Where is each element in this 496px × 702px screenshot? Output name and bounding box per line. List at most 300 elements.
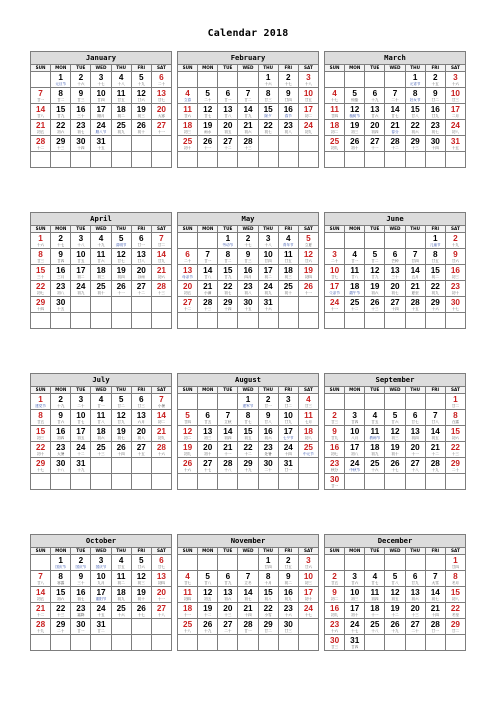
day-cell[interactable] [298, 442, 318, 458]
day-cell[interactable] [131, 587, 151, 603]
day-cell[interactable] [218, 136, 238, 152]
day-cell[interactable] [445, 555, 465, 571]
day-cell[interactable] [218, 265, 238, 281]
day-cell[interactable] [405, 297, 425, 313]
day-cell[interactable] [405, 281, 425, 297]
day-cell[interactable] [198, 136, 218, 152]
day-cell[interactable] [151, 120, 171, 136]
day-cell[interactable] [445, 265, 465, 281]
day-cell[interactable] [238, 249, 258, 265]
day-cell[interactable] [71, 120, 91, 136]
day-cell[interactable] [218, 120, 238, 136]
day-cell[interactable] [298, 555, 318, 571]
day-cell[interactable] [198, 265, 218, 281]
day-cell[interactable] [198, 104, 218, 120]
day-cell[interactable] [445, 233, 465, 249]
day-cell[interactable] [198, 426, 218, 442]
day-cell[interactable] [51, 88, 71, 104]
day-cell[interactable] [218, 281, 238, 297]
day-cell[interactable] [298, 120, 318, 136]
day-cell[interactable] [445, 72, 465, 88]
day-cell[interactable] [425, 442, 445, 458]
day-cell[interactable] [178, 265, 198, 281]
day-cell[interactable] [131, 88, 151, 104]
day-cell[interactable] [31, 233, 51, 249]
day-cell[interactable] [365, 442, 385, 458]
day-cell[interactable] [385, 410, 405, 426]
day-cell[interactable] [91, 426, 111, 442]
day-cell[interactable] [405, 72, 425, 88]
day-cell[interactable] [198, 442, 218, 458]
day-cell[interactable] [385, 426, 405, 442]
day-cell[interactable] [91, 120, 111, 136]
day-cell[interactable] [258, 297, 278, 313]
day-cell[interactable] [385, 136, 405, 152]
day-cell[interactable] [445, 442, 465, 458]
day-cell[interactable] [131, 233, 151, 249]
day-cell[interactable] [258, 587, 278, 603]
day-cell[interactable] [51, 72, 71, 88]
day-cell[interactable] [178, 442, 198, 458]
day-cell[interactable] [325, 635, 345, 651]
day-cell[interactable] [131, 410, 151, 426]
day-cell[interactable] [151, 442, 171, 458]
day-cell[interactable] [278, 442, 298, 458]
day-cell[interactable] [51, 281, 71, 297]
day-cell[interactable] [385, 104, 405, 120]
day-cell[interactable] [31, 104, 51, 120]
day-cell[interactable] [151, 88, 171, 104]
day-cell[interactable] [405, 410, 425, 426]
day-cell[interactable] [238, 426, 258, 442]
day-cell[interactable] [111, 587, 131, 603]
day-cell[interactable] [178, 104, 198, 120]
day-cell[interactable] [258, 442, 278, 458]
day-cell[interactable] [425, 88, 445, 104]
day-cell[interactable] [111, 394, 131, 410]
day-cell[interactable] [278, 410, 298, 426]
day-cell[interactable] [31, 249, 51, 265]
day-cell[interactable] [445, 120, 465, 136]
day-cell[interactable] [151, 571, 171, 587]
day-cell[interactable] [405, 571, 425, 587]
day-cell[interactable] [51, 587, 71, 603]
day-cell[interactable] [405, 249, 425, 265]
day-cell[interactable] [71, 603, 91, 619]
day-cell[interactable] [31, 458, 51, 474]
day-cell[interactable] [218, 619, 238, 635]
day-cell[interactable] [445, 426, 465, 442]
day-cell[interactable] [298, 603, 318, 619]
day-cell[interactable] [345, 458, 365, 474]
day-cell[interactable] [71, 136, 91, 152]
day-cell[interactable] [385, 619, 405, 635]
day-cell[interactable] [111, 120, 131, 136]
day-cell[interactable] [345, 104, 365, 120]
day-cell[interactable] [218, 297, 238, 313]
day-cell[interactable] [198, 249, 218, 265]
day-cell[interactable] [325, 474, 345, 490]
day-cell[interactable] [238, 571, 258, 587]
day-cell[interactable] [258, 571, 278, 587]
day-cell[interactable] [31, 394, 51, 410]
day-cell[interactable] [111, 555, 131, 571]
day-cell[interactable] [238, 587, 258, 603]
day-cell[interactable] [51, 410, 71, 426]
day-cell[interactable] [178, 603, 198, 619]
day-cell[interactable] [111, 72, 131, 88]
day-cell[interactable] [238, 265, 258, 281]
day-cell[interactable] [31, 410, 51, 426]
day-cell[interactable] [91, 571, 111, 587]
day-cell[interactable] [278, 120, 298, 136]
day-cell[interactable] [325, 297, 345, 313]
day-cell[interactable] [445, 136, 465, 152]
day-cell[interactable] [325, 442, 345, 458]
day-cell[interactable] [325, 88, 345, 104]
day-cell[interactable] [131, 571, 151, 587]
day-cell[interactable] [31, 88, 51, 104]
day-cell[interactable] [425, 249, 445, 265]
day-cell[interactable] [51, 297, 71, 313]
day-cell[interactable] [365, 458, 385, 474]
day-cell[interactable] [91, 587, 111, 603]
day-cell[interactable] [111, 426, 131, 442]
day-cell[interactable] [365, 587, 385, 603]
day-cell[interactable] [405, 88, 425, 104]
day-cell[interactable] [71, 587, 91, 603]
day-cell[interactable] [151, 249, 171, 265]
day-cell[interactable] [405, 104, 425, 120]
day-cell[interactable] [365, 603, 385, 619]
day-cell[interactable] [111, 249, 131, 265]
day-cell[interactable] [91, 104, 111, 120]
day-cell[interactable] [385, 265, 405, 281]
day-cell[interactable] [445, 410, 465, 426]
day-cell[interactable] [298, 233, 318, 249]
day-cell[interactable] [71, 249, 91, 265]
day-cell[interactable] [218, 233, 238, 249]
day-cell[interactable] [405, 426, 425, 442]
day-cell[interactable] [31, 603, 51, 619]
day-cell[interactable] [178, 136, 198, 152]
day-cell[interactable] [365, 249, 385, 265]
day-cell[interactable] [405, 265, 425, 281]
day-cell[interactable] [298, 104, 318, 120]
day-cell[interactable] [278, 249, 298, 265]
day-cell[interactable] [425, 603, 445, 619]
day-cell[interactable] [298, 72, 318, 88]
day-cell[interactable] [218, 571, 238, 587]
day-cell[interactable] [91, 72, 111, 88]
day-cell[interactable] [218, 410, 238, 426]
day-cell[interactable] [278, 394, 298, 410]
day-cell[interactable] [178, 88, 198, 104]
day-cell[interactable] [278, 426, 298, 442]
day-cell[interactable] [71, 72, 91, 88]
day-cell[interactable] [345, 426, 365, 442]
day-cell[interactable] [91, 410, 111, 426]
day-cell[interactable] [151, 587, 171, 603]
day-cell[interactable] [71, 410, 91, 426]
day-cell[interactable] [31, 426, 51, 442]
day-cell[interactable] [425, 233, 445, 249]
day-cell[interactable] [71, 426, 91, 442]
day-cell[interactable] [51, 394, 71, 410]
day-cell[interactable] [385, 571, 405, 587]
day-cell[interactable] [445, 297, 465, 313]
day-cell[interactable] [425, 410, 445, 426]
day-cell[interactable] [258, 426, 278, 442]
day-cell[interactable] [278, 104, 298, 120]
day-cell[interactable] [71, 555, 91, 571]
day-cell[interactable] [151, 410, 171, 426]
day-cell[interactable] [365, 120, 385, 136]
day-cell[interactable] [178, 571, 198, 587]
day-cell[interactable] [131, 120, 151, 136]
day-cell[interactable] [238, 120, 258, 136]
day-cell[interactable] [71, 265, 91, 281]
day-cell[interactable] [258, 104, 278, 120]
day-cell[interactable] [178, 458, 198, 474]
day-cell[interactable] [51, 603, 71, 619]
day-cell[interactable] [325, 426, 345, 442]
day-cell[interactable] [198, 458, 218, 474]
day-cell[interactable] [218, 603, 238, 619]
day-cell[interactable] [151, 281, 171, 297]
day-cell[interactable] [425, 104, 445, 120]
day-cell[interactable] [365, 88, 385, 104]
day-cell[interactable] [51, 571, 71, 587]
day-cell[interactable] [445, 249, 465, 265]
day-cell[interactable] [278, 619, 298, 635]
day-cell[interactable] [218, 104, 238, 120]
day-cell[interactable] [345, 587, 365, 603]
day-cell[interactable] [31, 587, 51, 603]
day-cell[interactable] [258, 265, 278, 281]
day-cell[interactable] [325, 458, 345, 474]
day-cell[interactable] [91, 619, 111, 635]
day-cell[interactable] [385, 88, 405, 104]
day-cell[interactable] [71, 281, 91, 297]
day-cell[interactable] [258, 233, 278, 249]
day-cell[interactable] [91, 442, 111, 458]
day-cell[interactable] [425, 265, 445, 281]
day-cell[interactable] [258, 120, 278, 136]
day-cell[interactable] [425, 426, 445, 442]
day-cell[interactable] [131, 442, 151, 458]
day-cell[interactable] [111, 281, 131, 297]
day-cell[interactable] [345, 120, 365, 136]
day-cell[interactable] [385, 120, 405, 136]
day-cell[interactable] [325, 281, 345, 297]
day-cell[interactable] [31, 297, 51, 313]
day-cell[interactable] [345, 442, 365, 458]
day-cell[interactable] [365, 136, 385, 152]
day-cell[interactable] [405, 458, 425, 474]
day-cell[interactable] [71, 442, 91, 458]
day-cell[interactable] [51, 120, 71, 136]
day-cell[interactable] [405, 619, 425, 635]
day-cell[interactable] [365, 619, 385, 635]
day-cell[interactable] [218, 426, 238, 442]
day-cell[interactable] [131, 555, 151, 571]
day-cell[interactable] [298, 410, 318, 426]
day-cell[interactable] [71, 619, 91, 635]
day-cell[interactable] [51, 136, 71, 152]
day-cell[interactable] [151, 555, 171, 571]
day-cell[interactable] [178, 410, 198, 426]
day-cell[interactable] [198, 619, 218, 635]
day-cell[interactable] [365, 410, 385, 426]
day-cell[interactable] [178, 426, 198, 442]
day-cell[interactable] [278, 603, 298, 619]
day-cell[interactable] [385, 281, 405, 297]
day-cell[interactable] [71, 458, 91, 474]
day-cell[interactable] [31, 265, 51, 281]
day-cell[interactable] [258, 603, 278, 619]
day-cell[interactable] [218, 88, 238, 104]
day-cell[interactable] [405, 442, 425, 458]
day-cell[interactable] [278, 571, 298, 587]
day-cell[interactable] [51, 249, 71, 265]
day-cell[interactable] [445, 458, 465, 474]
day-cell[interactable] [71, 88, 91, 104]
day-cell[interactable] [198, 88, 218, 104]
day-cell[interactable] [278, 233, 298, 249]
day-cell[interactable] [345, 571, 365, 587]
day-cell[interactable] [71, 233, 91, 249]
day-cell[interactable] [71, 104, 91, 120]
day-cell[interactable] [71, 571, 91, 587]
day-cell[interactable] [445, 603, 465, 619]
day-cell[interactable] [178, 249, 198, 265]
day-cell[interactable] [151, 72, 171, 88]
day-cell[interactable] [298, 265, 318, 281]
day-cell[interactable] [365, 571, 385, 587]
day-cell[interactable] [425, 72, 445, 88]
day-cell[interactable] [91, 88, 111, 104]
day-cell[interactable] [91, 265, 111, 281]
day-cell[interactable] [298, 426, 318, 442]
day-cell[interactable] [258, 394, 278, 410]
day-cell[interactable] [325, 587, 345, 603]
day-cell[interactable] [51, 555, 71, 571]
day-cell[interactable] [151, 265, 171, 281]
day-cell[interactable] [91, 603, 111, 619]
day-cell[interactable] [258, 249, 278, 265]
day-cell[interactable] [345, 603, 365, 619]
day-cell[interactable] [238, 281, 258, 297]
day-cell[interactable] [445, 587, 465, 603]
day-cell[interactable] [445, 394, 465, 410]
day-cell[interactable] [111, 571, 131, 587]
day-cell[interactable] [131, 104, 151, 120]
day-cell[interactable] [345, 249, 365, 265]
day-cell[interactable] [218, 458, 238, 474]
day-cell[interactable] [131, 265, 151, 281]
day-cell[interactable] [325, 120, 345, 136]
day-cell[interactable] [238, 88, 258, 104]
day-cell[interactable] [425, 136, 445, 152]
day-cell[interactable] [238, 297, 258, 313]
day-cell[interactable] [51, 233, 71, 249]
day-cell[interactable] [258, 410, 278, 426]
day-cell[interactable] [31, 442, 51, 458]
day-cell[interactable] [238, 394, 258, 410]
day-cell[interactable] [151, 104, 171, 120]
day-cell[interactable] [91, 136, 111, 152]
day-cell[interactable] [325, 104, 345, 120]
day-cell[interactable] [178, 297, 198, 313]
day-cell[interactable] [445, 88, 465, 104]
day-cell[interactable] [258, 458, 278, 474]
day-cell[interactable] [445, 281, 465, 297]
day-cell[interactable] [151, 426, 171, 442]
day-cell[interactable] [365, 104, 385, 120]
day-cell[interactable] [131, 603, 151, 619]
day-cell[interactable] [238, 104, 258, 120]
day-cell[interactable] [31, 120, 51, 136]
day-cell[interactable] [405, 587, 425, 603]
day-cell[interactable] [365, 297, 385, 313]
day-cell[interactable] [238, 233, 258, 249]
day-cell[interactable] [178, 281, 198, 297]
day-cell[interactable] [51, 104, 71, 120]
day-cell[interactable] [425, 587, 445, 603]
day-cell[interactable] [151, 603, 171, 619]
day-cell[interactable] [111, 603, 131, 619]
day-cell[interactable] [385, 458, 405, 474]
day-cell[interactable] [385, 297, 405, 313]
day-cell[interactable] [425, 281, 445, 297]
day-cell[interactable] [325, 571, 345, 587]
day-cell[interactable] [345, 88, 365, 104]
day-cell[interactable] [198, 281, 218, 297]
day-cell[interactable] [425, 297, 445, 313]
day-cell[interactable] [278, 458, 298, 474]
day-cell[interactable] [131, 394, 151, 410]
day-cell[interactable] [425, 458, 445, 474]
day-cell[interactable] [131, 72, 151, 88]
day-cell[interactable] [298, 281, 318, 297]
day-cell[interactable] [325, 249, 345, 265]
day-cell[interactable] [51, 265, 71, 281]
day-cell[interactable] [111, 442, 131, 458]
day-cell[interactable] [365, 265, 385, 281]
day-cell[interactable] [298, 587, 318, 603]
day-cell[interactable] [445, 619, 465, 635]
day-cell[interactable] [425, 120, 445, 136]
day-cell[interactable] [131, 249, 151, 265]
day-cell[interactable] [51, 442, 71, 458]
day-cell[interactable] [111, 410, 131, 426]
day-cell[interactable] [345, 136, 365, 152]
day-cell[interactable] [71, 394, 91, 410]
day-cell[interactable] [31, 136, 51, 152]
day-cell[interactable] [51, 458, 71, 474]
day-cell[interactable] [238, 619, 258, 635]
day-cell[interactable] [405, 603, 425, 619]
day-cell[interactable] [298, 249, 318, 265]
day-cell[interactable] [198, 297, 218, 313]
day-cell[interactable] [325, 136, 345, 152]
day-cell[interactable] [178, 587, 198, 603]
day-cell[interactable] [91, 281, 111, 297]
day-cell[interactable] [345, 635, 365, 651]
day-cell[interactable] [325, 603, 345, 619]
day-cell[interactable] [278, 281, 298, 297]
